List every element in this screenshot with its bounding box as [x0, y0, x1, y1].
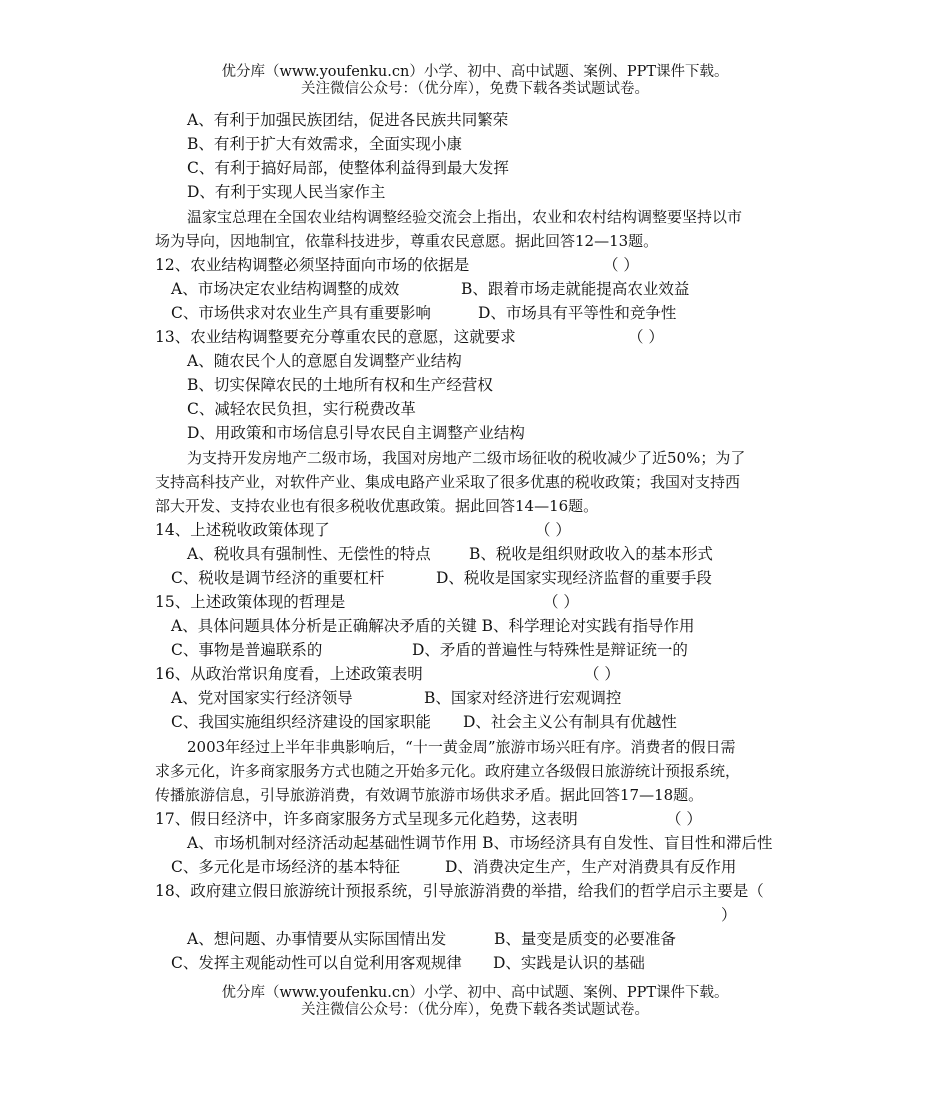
q15-options-ab: A、具体问题具体分析是正确解决矛盾的关键 B、科学理论对实践有指导作用: [171, 617, 695, 635]
answer-blank-14: （ ）: [535, 521, 571, 539]
header-line-1: 优分库（www.youfenku.cn）小学、初中、高中试题、案例、PPT课件下载。: [221, 64, 729, 80]
q13-option-c: C、减轻农民负担，实行税费改革: [187, 400, 416, 418]
q12-option-d: D、市场具有平等性和竞争性: [478, 304, 677, 322]
q13-option-a: A、随农民个人的意愿自发调整产业结构: [187, 352, 462, 370]
option-a: A、有利于加强民族团结，促进各民族共同繁荣: [187, 111, 509, 129]
question-15-stem: 15、上述政策体现的哲理是: [155, 593, 346, 611]
option-c: C、有利于搞好局部，使整体利益得到最大发挥: [187, 159, 509, 177]
q17-option-c: C、多元化是市场经济的基本特征: [171, 858, 400, 876]
q12-option-c: C、市场供求对农业生产具有重要影响: [171, 304, 431, 322]
footer-line-2: 关注微信公众号：（优分库），免费下载各类试题试卷。: [301, 1002, 649, 1018]
q17-options-ab: A、市场机制对经济活动起基础性调节作用 B、市场经济具有自发性、盲目性和滞后性: [187, 834, 773, 852]
answer-blank-17: （ ）: [666, 810, 702, 828]
q14-option-b: B、税收是组织财政收入的基本形式: [469, 545, 713, 563]
q14-option-c: C、税收是调节经济的重要杠杆: [171, 569, 385, 587]
answer-blank-15: （ ）: [543, 593, 579, 611]
q14-option-a: A、税收具有强制性、无偿性的特点: [187, 545, 431, 563]
q12-option-b: B、跟着市场走就能提高农业效益: [461, 280, 690, 298]
header-line-2: 关注微信公众号：（优分库），免费下载各类试题试卷。: [301, 81, 649, 97]
answer-blank-16: （ ）: [584, 665, 620, 683]
footer-line-1: 优分库（www.youfenku.cn）小学、初中、高中试题、案例、PPT课件下载。: [221, 985, 729, 1001]
q15-option-c: C、事物是普遍联系的: [171, 641, 323, 659]
q14-option-d: D、税收是国家实现经济监督的重要手段: [436, 569, 712, 587]
answer-blank-18-close: ）: [721, 906, 737, 924]
passage-2-line-3: 部大开发、支持农业也有很多税收优惠政策。据此回答14—16题。: [155, 497, 599, 515]
question-16-stem: 16、从政治常识角度看，上述政策表明: [155, 665, 423, 683]
q18-option-d: D、实践是认识的基础: [493, 954, 645, 972]
question-13-stem: 13、农业结构调整要充分尊重农民的意愿，这就要求: [155, 328, 516, 346]
passage-1-line-1: 温家宝总理在全国农业结构调整经验交流会上指出，农业和农村结构调整要坚持以市: [187, 208, 743, 226]
question-17-stem: 17、假日经济中，许多商家服务方式呈现多元化趋势，这表明: [155, 810, 578, 828]
question-14-stem: 14、上述税收政策体现了: [155, 521, 330, 539]
q13-option-b: B、切实保障农民的土地所有权和生产经营权: [187, 376, 493, 394]
q13-option-d: D、用政策和市场信息引导农民自主调整产业结构: [187, 424, 525, 442]
option-d: D、有利于实现人民当家作主: [187, 183, 386, 201]
question-18-stem: 18、政府建立假日旅游统计预报系统，引导旅游消费的举措，给我们的哲学启示主要是（: [155, 882, 764, 900]
q15-option-d: D、矛盾的普遍性与特殊性是辩证统一的: [412, 641, 688, 659]
passage-2-line-1: 为支持开发房地产二级市场，我国对房地产二级市场征收的税收减少了近50%；为了: [187, 449, 746, 467]
q16-option-c: C、我国实施组织经济建设的国家职能: [171, 713, 431, 731]
option-b: B、有利于扩大有效需求，全面实现小康: [187, 135, 462, 153]
answer-blank-12: （ ）: [603, 256, 639, 274]
q18-option-a: A、想问题、办事情要从实际国情出发: [187, 930, 447, 948]
question-12-stem: 12、农业结构调整必须坚持面向市场的依据是: [155, 256, 470, 274]
q18-option-c: C、发挥主观能动性可以自觉利用客观规律: [171, 954, 462, 972]
answer-blank-13: （ ）: [628, 328, 664, 346]
q12-option-a: A、市场决定农业结构调整的成效: [171, 280, 400, 298]
passage-2-line-2: 支持高科技产业，对软件产业、集成电路产业采取了很多优惠的税收政策；我国对支持西: [155, 473, 741, 491]
q17-option-d: D、消费决定生产，生产对消费具有反作用: [445, 858, 737, 876]
passage-3-line-1: 2003年经过上半年非典影响后，“十一黄金周”旅游市场兴旺有序。消费者的假日需: [187, 738, 736, 756]
q18-option-b: B、量变是质变的必要准备: [494, 930, 676, 948]
q16-option-b: B、国家对经济进行宏观调控: [424, 689, 622, 707]
q16-option-d: D、社会主义公有制具有优越性: [463, 713, 677, 731]
passage-1-line-2: 场为导向，因地制宜，依靠科技进步，尊重农民意愿。据此回答12—13题。: [155, 232, 659, 250]
q16-option-a: A、党对国家实行经济领导: [171, 689, 353, 707]
passage-3-line-3: 传播旅游信息，引导旅游消费，有效调节旅游市场供求矛盾。据此回答17—18题。: [155, 786, 704, 804]
passage-3-line-2: 求多元化，许多商家服务方式也随之开始多元化。政府建立各级假日旅游统计预报系统，: [155, 762, 741, 780]
